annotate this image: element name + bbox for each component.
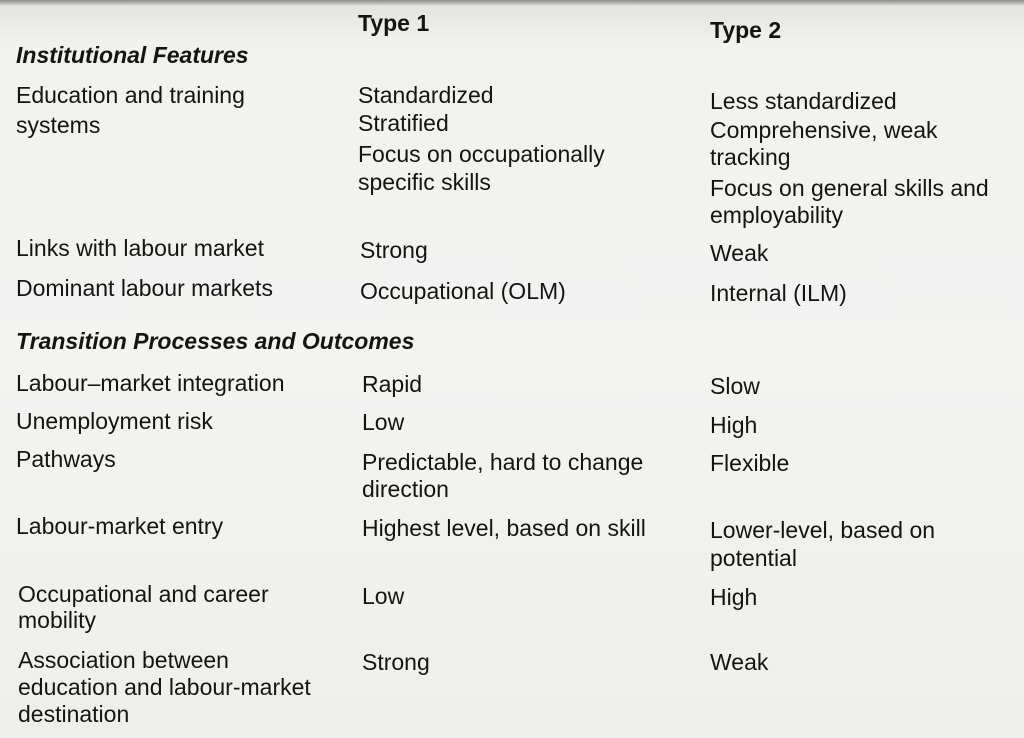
row-label-line: Labour-market entry: [16, 513, 224, 539]
type2-cell-line: Comprehensive, weak: [710, 117, 938, 143]
row-label-line: Education and training: [16, 82, 245, 108]
type1-cell-line: Predictable, hard to change: [362, 449, 644, 475]
row-label-line: destination: [18, 701, 130, 727]
row-label-line: mobility: [18, 607, 96, 633]
row-label-line: Dominant labour markets: [16, 275, 273, 301]
column-header-type2: Type 2: [710, 17, 782, 43]
type1-cell-line: Highest level, based on skill: [362, 515, 646, 541]
type1-cell-line: Stratified: [358, 110, 449, 136]
type2-cell-line: High: [710, 412, 758, 438]
type1-cell-line: Standardized: [358, 82, 494, 108]
type2-cell-line: employability: [710, 202, 843, 228]
type2-cell-line: Weak: [710, 649, 769, 675]
section-title-institutional-features: Institutional Features: [16, 42, 249, 68]
type1-cell-line: Rapid: [362, 371, 423, 397]
row-label-line: Labour–market integration: [16, 370, 285, 396]
type2-cell-line: Focus on general skills and: [710, 175, 989, 201]
type2-cell-line: Weak: [710, 240, 769, 266]
row-label-line: Association between: [18, 647, 229, 673]
type1-cell-line: specific skills: [358, 169, 491, 195]
row-label-line: Unemployment risk: [16, 408, 213, 434]
row-label-line: Links with labour market: [16, 235, 264, 261]
type2-cell-line: Slow: [710, 373, 760, 399]
type2-cell-line: potential: [710, 545, 797, 571]
type1-cell-line: Low: [362, 583, 405, 609]
type2-cell-line: tracking: [710, 144, 791, 170]
type1-cell-line: direction: [362, 476, 449, 502]
type2-cell-line: Lower-level, based on: [710, 517, 936, 543]
type2-cell-line: Internal (ILM): [710, 280, 847, 306]
row-label-line: Pathways: [16, 446, 116, 472]
type1-cell-line: Occupational (OLM): [360, 278, 566, 304]
row-label-line: education and labour-market: [18, 674, 311, 700]
column-header-type1: Type 1: [358, 10, 430, 36]
type2-cell-line: Less standardized: [710, 88, 897, 114]
section-title-transition-processes: Transition Processes and Outcomes: [16, 328, 415, 354]
type2-cell-line: Flexible: [710, 450, 790, 476]
type1-cell-line: Strong: [362, 649, 430, 675]
page-edge-shadow: [0, 0, 1024, 6]
row-label-line: Occupational and career: [18, 581, 269, 607]
type1-cell-line: Strong: [360, 237, 428, 263]
type1-cell-line: Low: [362, 409, 405, 435]
type1-cell-line: Focus on occupationally: [358, 141, 605, 167]
type2-cell-line: High: [710, 584, 758, 610]
row-label-line: systems: [16, 112, 101, 138]
